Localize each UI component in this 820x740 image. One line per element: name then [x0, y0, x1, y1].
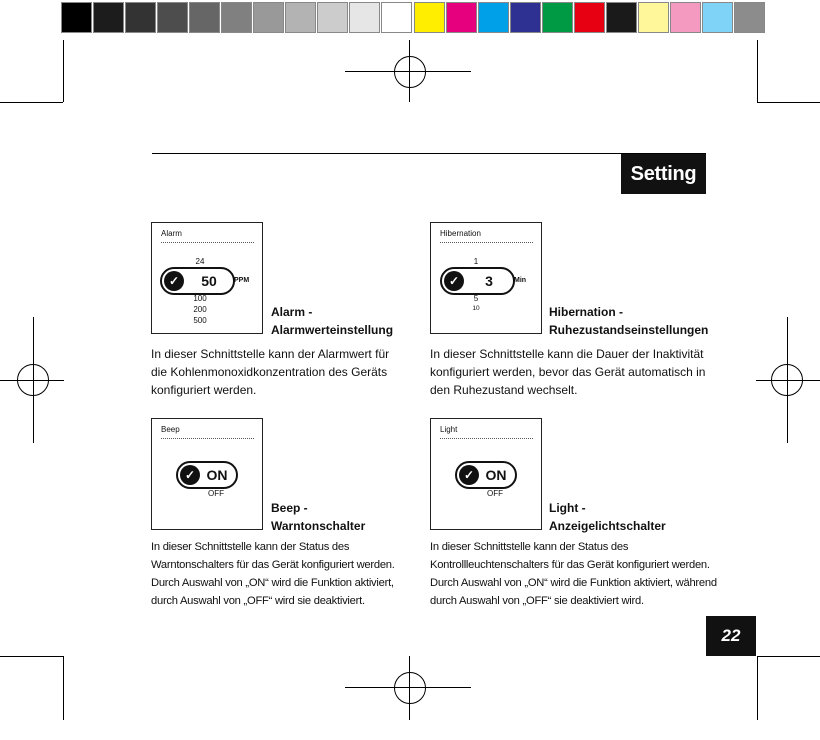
registration-circle — [394, 56, 426, 88]
color-swatch — [285, 2, 316, 33]
alarm-description — [151, 345, 431, 399]
color-swatch — [702, 2, 733, 33]
desc-line: Durch Auswahl von „ON“ wird die Funktion aktiviert, — [151, 577, 394, 589]
toggle-state: ON — [206, 467, 228, 483]
desc-line: konfiguriert werden, bevor das Gerät automatisch in — [430, 365, 706, 379]
color-swatch — [93, 2, 124, 33]
color-swatch — [606, 2, 637, 33]
caption-line: Anzeigelichtschalter — [549, 519, 666, 533]
color-swatch — [221, 2, 252, 33]
divider — [161, 438, 254, 439]
screen-title: Beep — [161, 425, 180, 434]
registration-circle — [17, 364, 49, 396]
hibernation-screen — [430, 222, 542, 334]
caption-line: Warntonschalter — [271, 519, 366, 533]
selected-value: 50 — [201, 273, 217, 289]
option-below: 5 — [473, 294, 479, 303]
option-above: 24 — [195, 257, 205, 266]
check-icon: ✓ — [164, 271, 184, 291]
unit-label: Min — [514, 277, 527, 284]
light-description — [430, 538, 720, 610]
crop-mark — [757, 656, 820, 657]
color-swatch — [317, 2, 348, 33]
option-below: 100 — [193, 294, 207, 303]
unit-label: PPM — [234, 277, 250, 284]
color-swatch — [478, 2, 509, 33]
option-above: 1 — [473, 257, 479, 266]
page-number: 22 — [706, 616, 756, 656]
desc-line: Kontrollleuchtenschalters für das Gerät konfiguriert werden. — [430, 559, 710, 571]
caption-line: Alarmwerteinstellung — [271, 323, 394, 337]
desc-line: In dieser Schnittstelle kann der Status des — [151, 541, 350, 553]
screen-title: Hibernation — [440, 229, 481, 238]
color-swatch — [574, 2, 605, 33]
color-swatch — [157, 2, 188, 33]
desc-line: In dieser Schnittstelle kann der Status des — [430, 541, 629, 553]
color-swatch — [381, 2, 412, 33]
option-below: 500 — [193, 316, 207, 325]
option-below: OFF — [487, 489, 503, 498]
caption-line: Beep - — [271, 501, 308, 515]
desc-line: Warntonschalters für das Gerät konfiguriert werden. — [151, 559, 395, 571]
beep-screen — [151, 418, 263, 530]
color-swatch — [125, 2, 156, 33]
beep-toggle[interactable] — [176, 461, 238, 489]
color-swatch — [253, 2, 284, 33]
light-caption — [549, 499, 666, 535]
desc-line: die Kohlenmonoxidkonzentration des Geräts — [151, 365, 388, 379]
selected-value: 3 — [485, 273, 493, 289]
crop-mark — [63, 656, 64, 720]
desc-line: In dieser Schnittstelle kann der Alarmwert für — [151, 347, 390, 361]
color-swatch — [189, 2, 220, 33]
color-swatch-bar — [414, 2, 766, 33]
alarm-caption — [271, 303, 393, 339]
caption-line: Light - — [549, 501, 586, 515]
check-icon: ✓ — [459, 465, 479, 485]
option-below: OFF — [208, 489, 224, 498]
option-below: 10 — [472, 305, 480, 312]
desc-line: durch Auswahl von „OFF“ wird sie deaktiviert. — [151, 595, 365, 607]
color-swatch — [638, 2, 669, 33]
color-swatch — [670, 2, 701, 33]
color-swatch — [446, 2, 477, 33]
divider — [161, 242, 254, 243]
crop-mark — [0, 102, 63, 103]
beep-caption — [271, 499, 365, 535]
crop-mark — [63, 40, 64, 102]
desc-line: durch Auswahl von „OFF“ sie deaktiviert wird. — [430, 595, 644, 607]
beep-description — [151, 538, 413, 610]
desc-line: In dieser Schnittstelle kann die Dauer der Inaktivität — [430, 347, 704, 361]
hibernation-description — [430, 345, 710, 399]
color-swatch — [349, 2, 380, 33]
screen-title: Light — [440, 425, 458, 434]
desc-line: konfiguriert werden. — [151, 383, 257, 397]
divider — [440, 438, 533, 439]
light-toggle[interactable] — [455, 461, 517, 489]
check-icon: ✓ — [444, 271, 464, 291]
registration-circle — [394, 672, 426, 704]
desc-line: den Ruhezustand wechselt. — [430, 383, 578, 397]
registration-circle — [771, 364, 803, 396]
caption-line: Hibernation - — [549, 305, 623, 319]
crop-mark — [757, 656, 758, 720]
crop-mark — [757, 102, 820, 103]
screen-title: Alarm — [161, 229, 182, 238]
hibernation-selector[interactable] — [440, 267, 515, 295]
option-below: 200 — [193, 305, 207, 314]
desc-line: Durch Auswahl von „ON“ wird die Funktion aktiviert, während — [430, 577, 717, 589]
crop-mark — [0, 656, 63, 657]
section-tab: Setting — [621, 154, 706, 194]
color-swatch — [414, 2, 445, 33]
grayscale-swatch-bar — [61, 2, 413, 33]
color-swatch — [542, 2, 573, 33]
check-icon: ✓ — [180, 465, 200, 485]
color-swatch — [61, 2, 92, 33]
caption-line: Ruhezustandseinstellungen — [549, 323, 709, 337]
light-screen — [430, 418, 542, 530]
divider — [440, 242, 533, 243]
hibernation-caption — [549, 303, 708, 339]
toggle-state: ON — [485, 467, 507, 483]
color-swatch — [734, 2, 765, 33]
crop-mark — [757, 40, 758, 102]
caption-line: Alarm - — [271, 305, 313, 319]
alarm-selector[interactable] — [160, 267, 235, 295]
alarm-screen — [151, 222, 263, 334]
color-swatch — [510, 2, 541, 33]
